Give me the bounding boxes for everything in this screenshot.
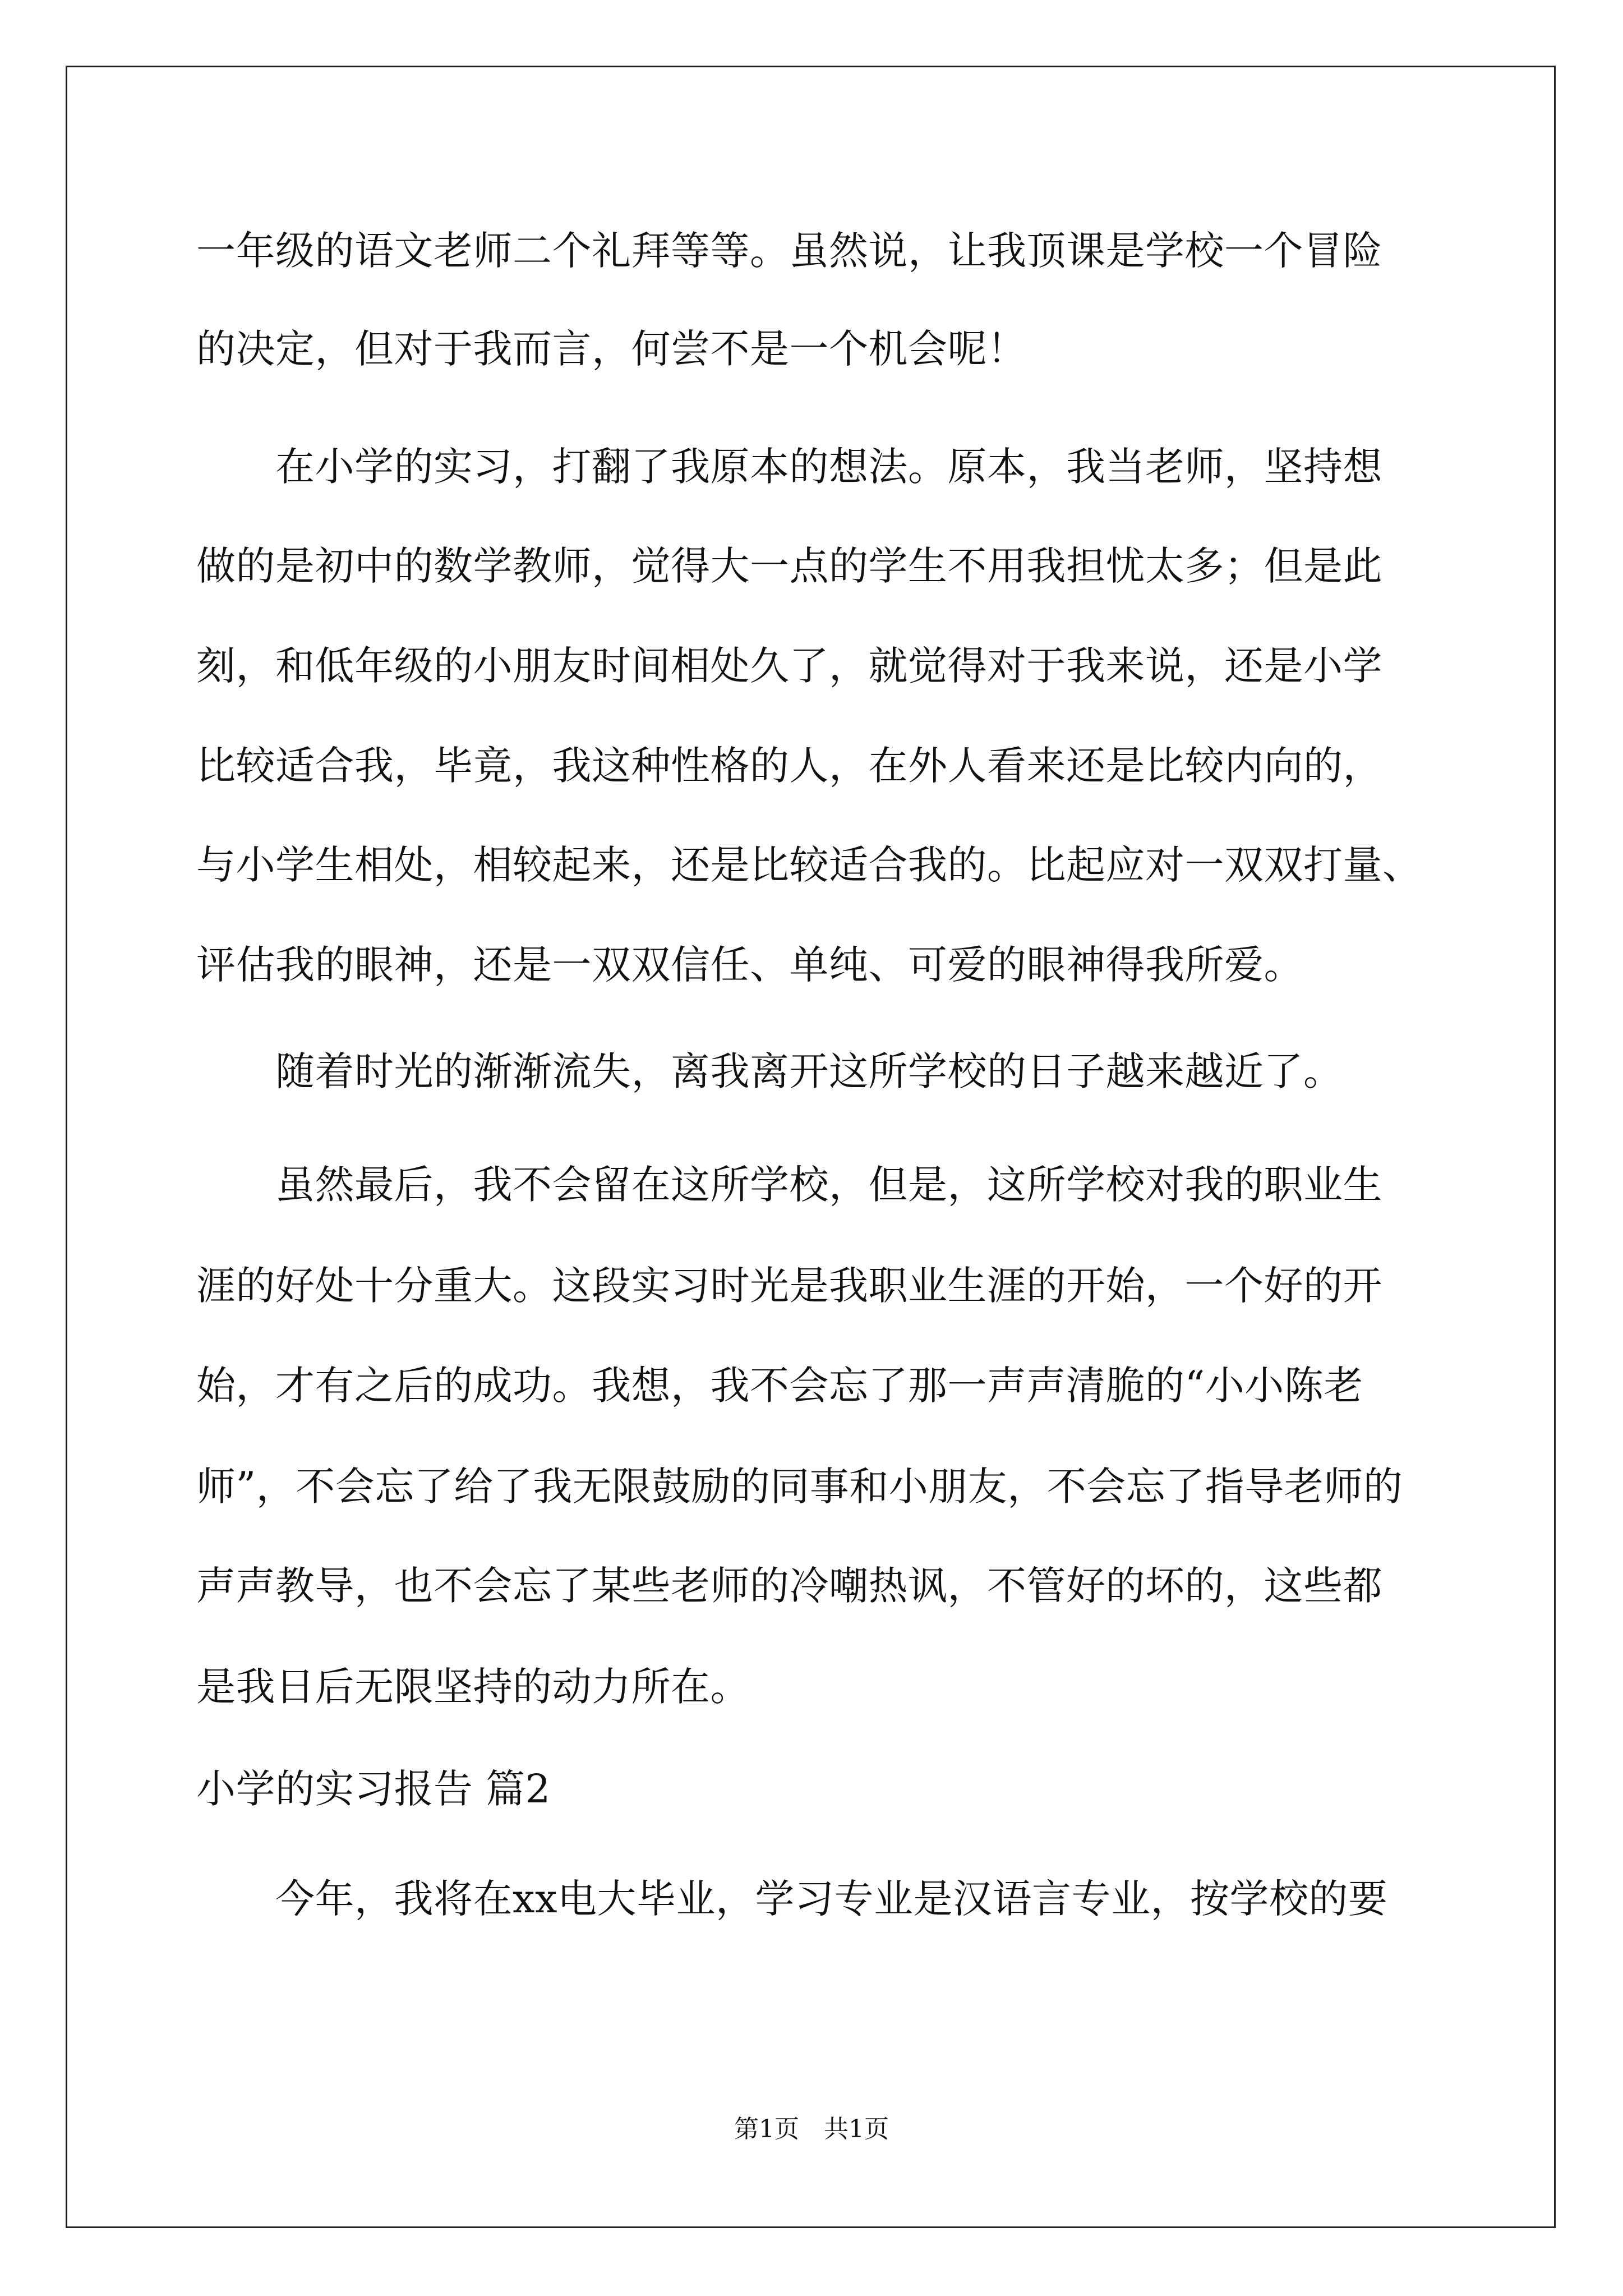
paragraph-line: 虽然最后，我不会留在这所学校，但是，这所学校对我的职业生 (196, 1162, 1382, 1208)
page-footer: 第1页 共1页 (734, 2115, 889, 2143)
paragraph-line: 评估我的眼神，还是一双双信任、单纯、可爱的眼神得我所爱。 (196, 942, 1303, 988)
paragraph-line: 做的是初中的数学教师，觉得大一点的学生不用我担忧太多；但是此 (196, 543, 1382, 589)
paragraph-line: 随着时光的渐渐流失，离我离开这所学校的日子越来越近了。 (196, 1048, 1343, 1094)
paragraph-line: 是我日后无限坚持的动力所在。 (196, 1664, 750, 1710)
paragraph-line: 师”，不会忘了给了我无限鼓励的同事和小朋友，不会忘了指导老师的 (196, 1464, 1403, 1510)
section-heading: 小学的实习报告 篇2 (196, 1766, 551, 1812)
paragraph-line: 今年，我将在xx电大毕业，学习专业是汉语言专业，按学校的要 (196, 1876, 1388, 1922)
paragraph-line: 比较适合我，毕竟，我这种性格的人，在外人看来还是比较内向的， (196, 743, 1382, 789)
paragraph-line: 在小学的实习，打翻了我原本的想法。原本，我当老师，坚持想 (196, 444, 1382, 490)
paragraph-line: 的决定，但对于我而言，何尝不是一个机会呢！ (196, 326, 1027, 372)
paragraph-line: 涯的好处十分重大。这段实习时光是我职业生涯的开始，一个好的开 (196, 1263, 1382, 1309)
paragraph-line: 刻，和低年级的小朋友时间相处久了，就觉得对于我来说，还是小学 (196, 643, 1382, 689)
paragraph-line: 与小学生相处，相较起来，还是比较适合我的。比起应对一双双打量、 (196, 842, 1422, 888)
paragraph-line: 声声教导，也不会忘了某些老师的冷嘲热讽，不管好的坏的，这些都 (196, 1563, 1382, 1609)
paragraph-line: 始，才有之后的成功。我想，我不会忘了那一声声清脆的“小小陈老 (196, 1363, 1363, 1409)
paragraph-line: 一年级的语文老师二个礼拜等等。虽然说，让我顶课是学校一个冒险 (196, 228, 1382, 274)
